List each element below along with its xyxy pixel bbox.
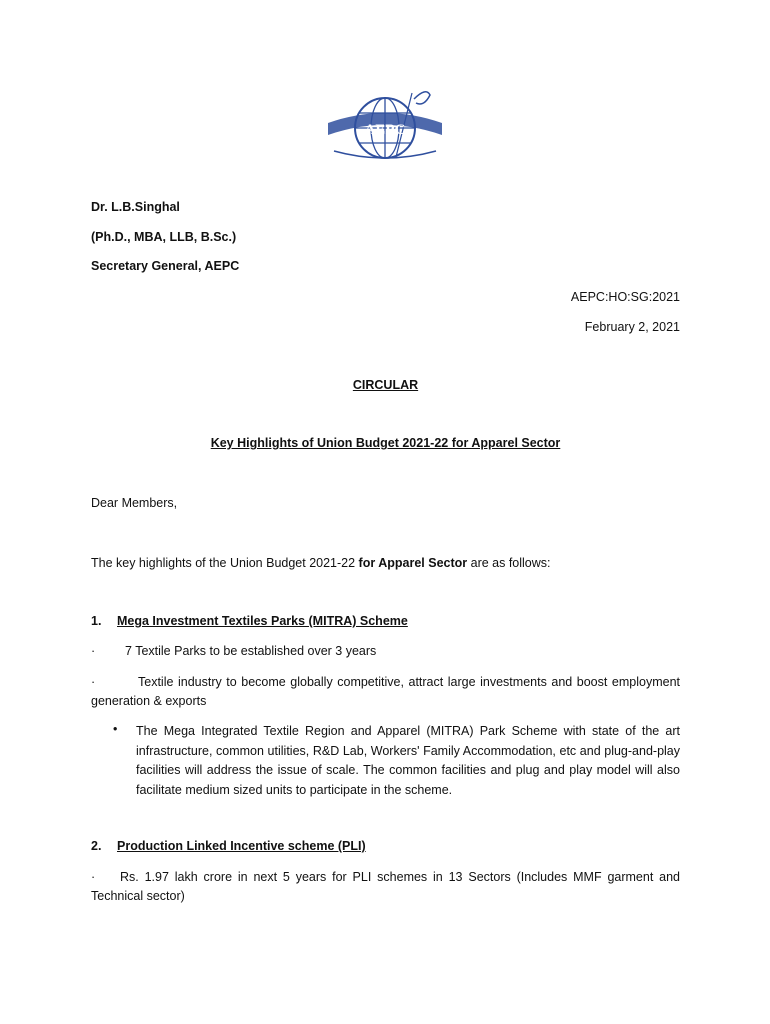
- circular-date: February 2, 2021: [584, 320, 680, 334]
- sender-qualifications: (Ph.D., MBA, LLB, B.Sc.): [91, 230, 237, 244]
- intro-paragraph: [91, 556, 551, 570]
- bullet-icon: •: [113, 722, 118, 736]
- section-2-title: Production Linked Incentive scheme (PLI): [117, 839, 366, 853]
- circular-subject: Key Highlights of Union Budget 2021-22 for Apparel Sector: [210, 436, 561, 450]
- section-1-bullet-text: The Mega Integrated Textile Region and Apparel (MITRA) Park Scheme with state of the art infrastructure, common utilities, R&D Lab, Workers' Family Accommodation, etc and plug-and-play facilities will address the issue of scale. The common facilities and plug and play model will also facilitate medium sized units to participate in the scheme.: [136, 724, 680, 797]
- point-text: Textile industry to become globally competitive, attract large investments and boost employment generation & exports: [91, 675, 680, 708]
- section-1-number: 1.: [91, 614, 102, 628]
- section-2-number: 2.: [91, 839, 102, 853]
- intro-bold-text: for Apparel Sector: [358, 556, 468, 570]
- logo-text: AEPC: [364, 122, 406, 138]
- dot-marker: ·: [91, 644, 96, 658]
- section-2-point-1: [91, 868, 680, 906]
- dot-marker: ·: [91, 870, 96, 884]
- section-1-point-1: [91, 644, 376, 658]
- point-text: Rs. 1.97 lakh crore in next 5 years for PLI schemes in 13 Sectors (Includes MMF garment and Technical sector): [91, 870, 680, 903]
- aepc-logo: [326, 85, 444, 167]
- section-1-heading: [91, 614, 408, 628]
- reference-number: AEPC:HO:SG:2021: [570, 290, 680, 304]
- circular-heading: CIRCULAR: [352, 378, 419, 392]
- sender-designation: Secretary General, AEPC: [91, 259, 240, 273]
- salutation: Dear Members,: [91, 496, 178, 510]
- point-text: 7 Textile Parks to be established over 3 years: [125, 644, 377, 658]
- intro-text-end: are as follows:: [467, 556, 551, 570]
- intro-text: The key highlights of the Union Budget 2021-22: [91, 556, 359, 570]
- section-1-title: Mega Investment Textiles Parks (MITRA) Scheme: [117, 614, 408, 628]
- dot-marker: ·: [91, 675, 96, 689]
- section-1-point-2: [91, 673, 680, 711]
- sender-name: Dr. L.B.Singhal: [91, 200, 180, 214]
- section-2-heading: [91, 839, 366, 853]
